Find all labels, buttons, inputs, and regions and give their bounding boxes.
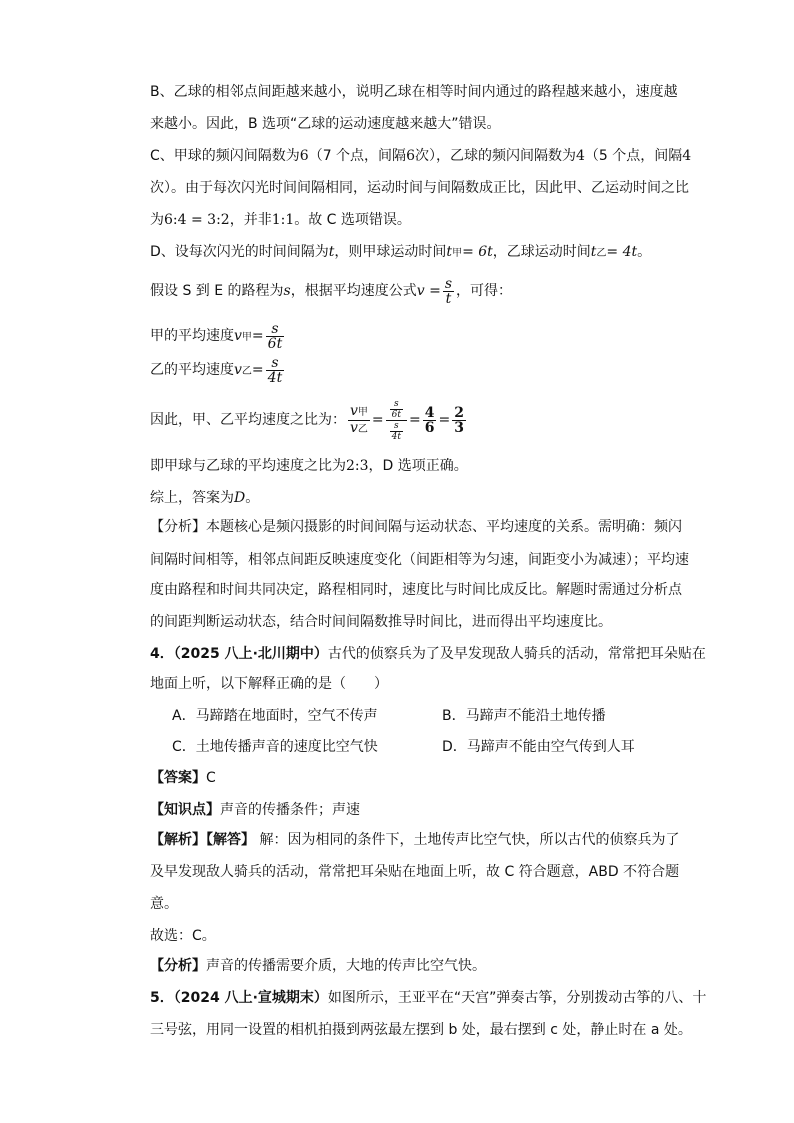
question-source: （2024 八上·宣城期末） <box>173 990 328 1006</box>
math-eq: = <box>438 412 451 428</box>
text-segment: ，可得： <box>456 283 513 299</box>
text-segment: 古代的侦察兵为了及早发现敌人骑兵的活动，常常把耳朵贴在 <box>327 646 706 662</box>
math-ratio: 2:3 <box>346 458 369 474</box>
fraction: $\frac{4}{6}$ <box>424 404 435 436</box>
compound-fraction: $\frac{\frac{s}{6t}}{\frac{s}{4t}}$ <box>386 399 407 442</box>
fraction: $\frac{s}{4t}$ <box>267 354 283 386</box>
text-segment: ，则甲球运动时间 <box>334 244 447 260</box>
math-var: v <box>234 362 242 378</box>
math-subscript: 乙 <box>596 248 607 259</box>
math-var: t <box>446 244 453 260</box>
knowledge-line <box>150 800 360 820</box>
text-line <box>150 146 691 166</box>
text-segment: 。故 C 选项错误。 <box>294 212 411 228</box>
text-line <box>150 352 286 390</box>
text-line: B、乙球的相邻点间距越来越小，说明乙球在相等时间内通过的路程越来越小，速度越 <box>150 84 678 100</box>
math-var: v <box>234 328 242 344</box>
math-var: t <box>590 244 597 260</box>
math-eq: = <box>409 412 421 428</box>
math-eq: = <box>251 328 264 344</box>
solution-line: 及早发现敌人骑兵的活动，常常把耳朵贴在地面上听，故 C 符合题意，ABD 不符合题 <box>150 864 680 880</box>
text-segment: ，D 选项正确。 <box>368 458 468 474</box>
answer-line <box>150 768 216 788</box>
question-source: （2025 八上·北川期中） <box>173 646 328 662</box>
fraction: $\frac{s}{t}$ <box>444 275 453 307</box>
math-eq: = <box>371 412 384 428</box>
text-segment: 为 <box>150 212 164 228</box>
fraction: $\frac{s}{6t}$ <box>267 320 283 352</box>
text-line <box>150 398 468 442</box>
analysis-line: 度由路程和时间共同决定，路程相同时，速度比与时间比成反比。解题时需通过分析点 <box>150 582 682 598</box>
text-segment: （7 个点，间隔 <box>308 148 407 164</box>
text-line <box>150 210 411 230</box>
analysis-tag: 【分析】 <box>150 958 206 974</box>
option-d: D．马蹄声不能由空气传到人耳 <box>442 739 635 755</box>
math-subscript: 乙 <box>241 366 252 377</box>
text-segment: 如图所示，王亚平在“天宫”弹奏古筝，分别拨动古筝的八、十 <box>327 990 707 1006</box>
text-segment: C、甲球的频闪间隔数为 <box>150 148 300 164</box>
text-segment: 甲的平均速度 <box>150 328 234 344</box>
option-b: B．马蹄声不能沿土地传播 <box>442 708 606 724</box>
analysis-line <box>150 956 486 976</box>
solution-line: 意。 <box>150 896 178 912</box>
fraction: $\frac{2}{3}$ <box>454 404 464 436</box>
text-segment: ，乙球运动时间 <box>492 244 591 260</box>
math-expr: = 4t <box>606 244 638 260</box>
math-var: s <box>283 283 291 299</box>
text-segment: 解：因为相同的条件下，土地传声比空气快，所以古代的侦察兵为了 <box>255 832 680 848</box>
text-segment: 乙的平均速度 <box>150 362 234 378</box>
math-ratio: 6:4 = 3:2 <box>164 212 230 228</box>
question-number: 5． <box>150 990 174 1006</box>
question-stem <box>150 988 706 1008</box>
text-line: 次）。由于每次闪光时间间隔相同，运动时间与间隔数成正比，因此甲、乙运动时间之比 <box>150 180 689 196</box>
text-segment: 即甲球与乙球的平均速度之比为 <box>150 458 346 474</box>
option-a: A．马蹄踏在地面时，空气不传声 <box>172 708 378 724</box>
math-var: D <box>234 490 246 506</box>
text-segment: D、设每次闪光的时间间隔为 <box>150 244 329 260</box>
text-line <box>150 456 468 476</box>
text-line <box>150 318 286 356</box>
fraction: $\frac{\text{v甲}}{\text{v乙}}$ <box>350 402 368 436</box>
text-line: 来越小。因此，B 选项“乙球的运动速度越来越大”错误。 <box>150 116 501 132</box>
analysis-line: 间隔时间相等，相邻点间距反映速度变化（间距相等为匀速，间距变小为减速）；平均速 <box>150 552 689 568</box>
answer-value: C <box>206 770 216 786</box>
text-segment: 因此，甲、乙平均速度之比为： <box>150 412 346 428</box>
text-line <box>150 242 651 264</box>
math-number: 4 <box>575 148 585 164</box>
text-segment: 。 <box>245 490 260 506</box>
math-expr: = 6t <box>462 244 493 260</box>
knowledge-value: 声音的传播条件；声速 <box>220 802 360 818</box>
answer-tag: 【答案】 <box>150 770 206 786</box>
math-number: 6 <box>299 148 309 164</box>
math-subscript: 甲 <box>452 248 463 259</box>
text-segment: （5 个点，间隔 <box>584 148 683 164</box>
option-c: C．土地传播声音的速度比空气快 <box>172 739 378 755</box>
text-segment: 声音的传播需要介质，大地的传声比空气快。 <box>206 958 486 974</box>
text-line <box>150 488 259 508</box>
math-subscript: 甲 <box>241 332 252 343</box>
analysis-line: 【分析】本题核心是频闪摄影的时间间隔与运动状态、平均速度的关系。需明确：频闪 <box>150 519 682 535</box>
text-line <box>150 276 512 306</box>
solution-line <box>150 830 679 850</box>
math-expr: v = <box>416 283 441 299</box>
question-number: 4． <box>150 646 174 662</box>
question-stem <box>150 644 706 664</box>
text-segment: 。 <box>637 244 652 260</box>
text-segment: ，根据平均速度公式 <box>290 283 417 299</box>
math-number: 4 <box>682 148 692 164</box>
question-stem: 地面上听，以下解释正确的是（ ） <box>150 676 388 692</box>
text-segment: 综上，答案为 <box>150 490 234 506</box>
math-var: t <box>328 244 335 260</box>
solution-tag: 【解析】【解答】 <box>150 832 255 848</box>
math-number: 6 <box>406 148 415 164</box>
question-stem: 三号弦，用同一设置的相机拍摄到两弦最左摆到 b 处，最右摆到 c 处，静止时在 a 处。 <box>150 1022 692 1038</box>
math-ratio: 1:1 <box>271 212 295 228</box>
text-segment: 假设 S 到 E 的路程为 <box>150 283 284 299</box>
analysis-line: 的间距判断运动状态，结合时间间隔数推导时间比，进而得出平均速度比。 <box>150 614 612 630</box>
solution-line: 故选：C。 <box>150 928 216 944</box>
text-segment: ，并非 <box>229 212 272 228</box>
text-segment: 次），乙球的频闪间隔数为 <box>414 148 576 164</box>
math-eq: = <box>251 362 264 378</box>
knowledge-tag: 【知识点】 <box>150 802 220 818</box>
